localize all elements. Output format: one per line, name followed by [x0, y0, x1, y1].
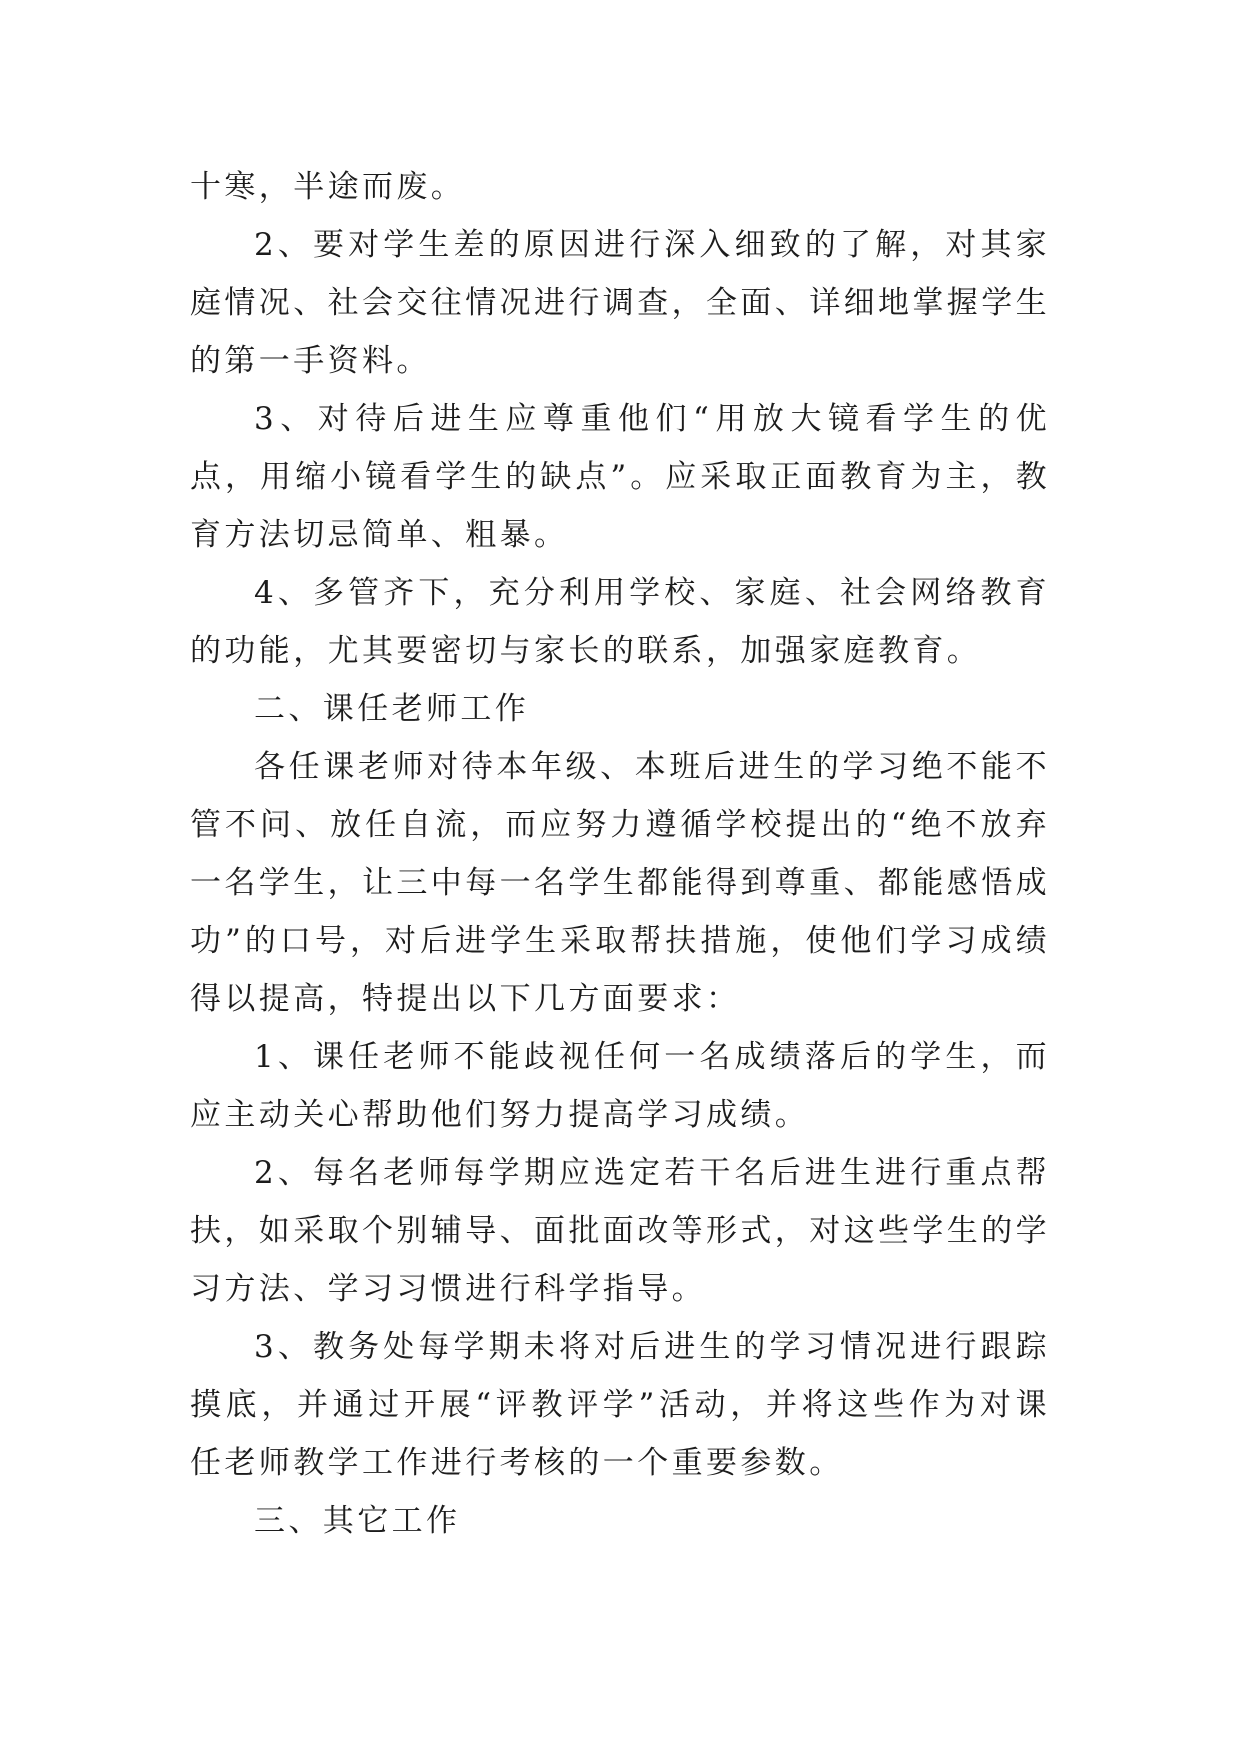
section-heading-other-work: 三、其它工作: [254, 1503, 461, 1539]
paragraph-teacher-intro: 各任课老师对待本年级、本班后进生的学习绝不能不管不问、放任自流，而应努力遵循学校提出的“绝不放弃一名学生，让三中每一名学生都能得到尊重、都能感悟成功”的口号，对后进学生采取帮扶措施，使他们学习成绩得以提高，特提出以下几方面要求：: [190, 749, 1050, 1017]
paragraph-teacher-item-1: 1、课任老师不能歧视任何一名成绩落后的学生，而应主动关心帮助他们努力提高学习成绩。: [190, 1039, 1050, 1133]
document-body: [190, 158, 1050, 1550]
paragraph-teacher-item-3: 3、教务处每学期未将对后进生的学习情况进行跟踪摸底，并通过开展“评教评学”活动，并将这些作为对课任老师教学工作进行考核的一个重要参数。: [190, 1329, 1050, 1481]
paragraph-teacher-item-2: 2、每名老师每学期应选定若干名后进生进行重点帮扶，如采取个别辅导、面批面改等形式，对这些学生的学习方法、学习习惯进行科学指导。: [190, 1155, 1050, 1307]
paragraph-item-3-respect-students: 3、对待后进生应尊重他们“用放大镜看学生的优点，用缩小镜看学生的缺点”。应采取正面教育为主，教育方法切忌简单、粗暴。: [190, 401, 1050, 553]
paragraph-item-4-multi-channel: 4、多管齐下，充分利用学校、家庭、社会网络教育的功能，尤其要密切与家长的联系，加强家庭教育。: [190, 575, 1050, 669]
section-heading-teacher-work: 二、课任老师工作: [254, 691, 530, 727]
paragraph-continuation: 十寒，半途而废。: [190, 169, 466, 205]
paragraph-item-2-investigate-causes: 2、要对学生差的原因进行深入细致的了解，对其家庭情况、社会交往情况进行调查，全面、详细地掌握学生的第一手资料。: [190, 227, 1050, 379]
